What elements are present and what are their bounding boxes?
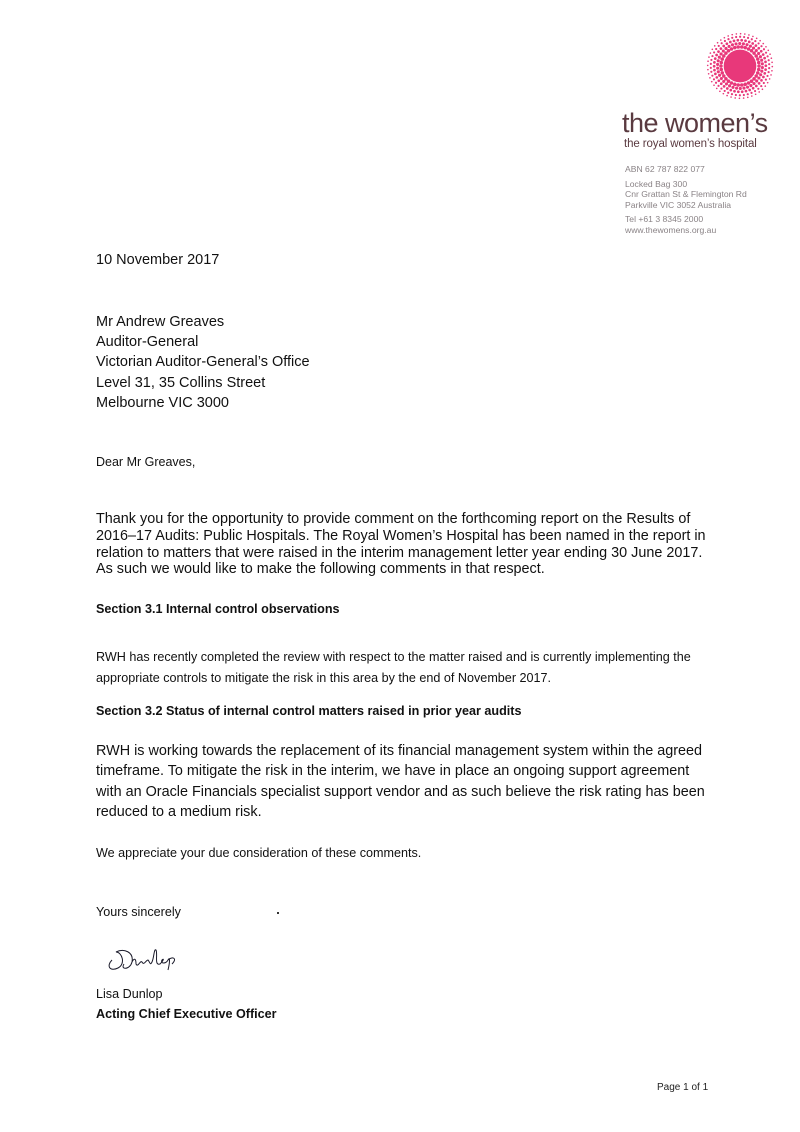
- sun-dot: [740, 45, 744, 49]
- sun-dot: [711, 55, 713, 57]
- abn: ABN 62 787 822 077: [625, 164, 705, 174]
- sun-dot: [746, 86, 749, 89]
- sun-dot: [754, 74, 758, 78]
- sun-dot: [761, 66, 764, 69]
- sun-dot: [768, 71, 770, 73]
- page-number: Page 1 of 1: [657, 1082, 709, 1093]
- sun-dot: [762, 53, 765, 56]
- sun-dot: [727, 49, 731, 53]
- sun-dot: [764, 68, 767, 71]
- sun-dot: [708, 73, 710, 75]
- sun-dot: [747, 97, 749, 99]
- appreciation-line: We appreciate your due consideration of these comments.: [96, 846, 422, 860]
- section-heading: Section 3.2 Status of internal control matters raised in prior year audits: [96, 704, 522, 718]
- sun-dot: [717, 70, 720, 73]
- section-body: RWH has recently completed the review with respect to the matter raised and is currently implementing the appropriate controls to mitigate the risk in this area by the end of November 2017.: [96, 650, 691, 685]
- sun-dot: [716, 88, 718, 90]
- sun-dot: [718, 74, 721, 77]
- sun-dot: [759, 40, 761, 42]
- sun-dot: [731, 43, 734, 46]
- sun-dot: [757, 64, 761, 68]
- sun-dot: [757, 61, 761, 65]
- sun-dot: [714, 57, 717, 60]
- sun-dot: [720, 82, 723, 85]
- sun-dot: [722, 80, 725, 83]
- recipient-office: Victorian Auditor-General’s Office: [96, 354, 310, 371]
- recipient-address: [96, 312, 310, 413]
- sun-dot: [755, 79, 758, 82]
- sun-dot: [713, 84, 715, 86]
- sun-dot: [762, 43, 764, 45]
- sun-dot: [751, 42, 754, 45]
- sun-dot: [718, 56, 721, 59]
- sun-dot: [717, 85, 719, 87]
- sun-dot: [728, 84, 731, 87]
- sun-dot: [760, 79, 763, 82]
- sun-dot: [715, 76, 718, 79]
- sun-dot: [740, 83, 744, 87]
- sun-dot: [712, 49, 714, 51]
- sun-dot: [720, 39, 722, 41]
- sun-dot: [726, 42, 729, 45]
- sun-dot: [752, 51, 756, 55]
- sun-dot: [733, 90, 736, 93]
- sun-dot: [734, 97, 736, 99]
- sun-dot: [710, 59, 712, 61]
- signer-name: Lisa Dunlop: [96, 987, 163, 1001]
- sun-dot: [707, 69, 709, 71]
- sun-dot: [743, 97, 745, 99]
- sun-dot: [716, 63, 719, 66]
- sun-dot: [751, 38, 753, 40]
- sun-dot: [722, 49, 725, 52]
- sun-dot: [769, 78, 771, 80]
- sun-dot: [726, 95, 728, 97]
- sun-dot: [769, 53, 771, 55]
- sun-dot: [710, 63, 712, 65]
- sun-dot: [714, 72, 717, 75]
- sun-dot: [713, 78, 715, 80]
- sun-dot: [739, 94, 741, 96]
- telephone: Tel +61 3 8345 2000: [625, 214, 704, 224]
- sun-dot: [744, 39, 747, 42]
- sun-dot: [771, 66, 773, 68]
- website: www.thewomens.org.au: [625, 224, 717, 235]
- sun-dot: [717, 59, 720, 62]
- sun-core: [724, 50, 757, 83]
- sun-dot: [710, 67, 712, 69]
- sun-dot: [720, 87, 722, 89]
- sun-dot: [761, 62, 764, 65]
- sun-dot: [717, 42, 719, 44]
- sun-dot: [760, 70, 763, 73]
- sun-dot: [724, 77, 728, 81]
- sun-dot: [725, 82, 728, 85]
- sun-dot: [763, 82, 765, 84]
- sun-dot: [731, 34, 733, 36]
- sun-dot: [755, 44, 758, 47]
- sun-dot: [724, 37, 726, 39]
- sun-dot: [752, 87, 755, 90]
- sun-dot: [743, 36, 745, 38]
- sun-dot: [735, 87, 738, 90]
- sun-dot: [736, 39, 739, 42]
- recipient-title: Auditor-General: [96, 334, 199, 351]
- sun-dot: [754, 54, 758, 58]
- sun-dot: [726, 87, 729, 90]
- sun-dot: [756, 38, 758, 40]
- sun-dot: [711, 81, 713, 83]
- sun-dot: [754, 90, 756, 92]
- closing: Yours sincerely: [96, 905, 181, 919]
- sun-dot: [707, 60, 709, 62]
- sun-dot: [771, 57, 773, 59]
- sun-dot: [762, 88, 764, 90]
- stray-mark: [277, 912, 279, 914]
- sun-dot: [716, 67, 719, 70]
- sun-dot: [764, 85, 766, 87]
- sun-dot: [713, 65, 716, 68]
- sun-dot: [747, 47, 751, 51]
- sun-dot: [722, 74, 726, 78]
- sun-dot: [722, 45, 725, 48]
- sun-dot: [739, 97, 741, 99]
- sun-dot: [737, 90, 740, 93]
- sun-dot: [715, 48, 717, 50]
- sun-dot: [763, 72, 766, 75]
- sun-dot: [743, 83, 747, 87]
- sun-dot: [717, 79, 720, 82]
- sun-dot: [768, 67, 770, 69]
- sun-dot: [755, 93, 757, 95]
- sun-dot: [747, 37, 749, 39]
- sun-dot: [733, 40, 736, 43]
- letter-date: 10 November 2017: [96, 252, 220, 268]
- sun-dot: [765, 78, 767, 80]
- sun-dot: [730, 96, 732, 98]
- salutation: Dear Mr Greaves,: [96, 455, 196, 469]
- sun-dot: [742, 42, 745, 45]
- sun-dot: [724, 40, 726, 42]
- sun-dot: [733, 46, 737, 50]
- sun-dot: [729, 41, 732, 44]
- sun-dot: [767, 55, 769, 57]
- address-line: Parkville VIC 3052 Australia: [625, 199, 732, 210]
- signer-title: Acting Chief Executive Officer: [96, 1007, 277, 1021]
- sun-dot: [728, 45, 731, 48]
- address-line: Locked Bag 300: [625, 178, 688, 189]
- sun-dot: [720, 71, 724, 75]
- sun-dot: [711, 75, 713, 77]
- sun-dot: [720, 47, 723, 50]
- sun-dot: [735, 94, 737, 96]
- sun-dot: [760, 59, 763, 62]
- sun-dot: [757, 76, 760, 79]
- sun-dot: [714, 45, 716, 47]
- sun-dot: [757, 42, 759, 44]
- sun-dot: [748, 40, 751, 43]
- sun-dot: [739, 87, 742, 90]
- sun-dot: [710, 52, 712, 54]
- sun-dot: [720, 61, 724, 65]
- sun-dot: [770, 74, 772, 76]
- brand-name: the women’s: [622, 108, 768, 138]
- sun-dot: [765, 52, 767, 54]
- recipient-street: Level 31, 35 Collins Street: [96, 374, 266, 391]
- sun-dot: [738, 42, 741, 45]
- sun-dot: [767, 82, 769, 84]
- sun-dot: [763, 57, 766, 60]
- sun-dot: [748, 89, 751, 92]
- sunburst-logo-icon: [706, 32, 774, 100]
- sun-dot: [722, 54, 726, 58]
- sun-dot: [724, 90, 726, 92]
- sun-dot: [757, 68, 761, 72]
- contact-block: [625, 164, 747, 235]
- sun-dot: [744, 33, 746, 35]
- intro-paragraph: Thank you for the opportunity to provide comment on the forthcoming report on the Results of 2016–17 Audits: Public Hospitals. The Royal Women’s Hospital has been named in the report in relation to matters that were raised in the interim management letter year ending 30 June 2017. As such we would like to make the following comments in that respect.: [96, 511, 706, 578]
- sun-dot: [745, 90, 748, 93]
- sun-dot: [760, 85, 762, 87]
- sun-dot: [750, 79, 754, 83]
- sun-dot: [743, 46, 747, 50]
- sun-dot: [713, 51, 715, 53]
- sun-dot: [730, 47, 734, 51]
- sun-dot: [740, 39, 743, 42]
- sun-dot: [759, 73, 762, 76]
- recipient-name: Mr Andrew Greaves: [96, 314, 225, 330]
- sun-dot: [731, 37, 733, 39]
- sun-dot: [719, 64, 723, 68]
- sun-dot: [756, 71, 760, 75]
- sun-dot: [733, 83, 737, 87]
- sun-dot: [707, 65, 709, 67]
- sun-dot: [756, 57, 760, 61]
- address-line: Cnr Grattan St & Flemington Rd: [625, 189, 747, 199]
- sun-dot: [719, 90, 721, 92]
- sun-dot: [742, 87, 745, 90]
- sun-dot: [749, 84, 752, 87]
- sun-dot: [736, 83, 740, 87]
- sun-dot: [731, 93, 733, 95]
- sun-dot: [731, 86, 734, 89]
- sun-dot: [729, 89, 732, 92]
- sun-dot: [727, 38, 729, 40]
- sun-dot: [752, 36, 754, 38]
- sun-dot: [764, 61, 767, 64]
- sun-dot: [749, 45, 752, 48]
- sun-dot: [715, 82, 717, 84]
- sun-dot: [727, 35, 729, 37]
- sun-dot: [713, 69, 716, 72]
- sun-dot: [747, 81, 751, 85]
- sun-dot: [760, 45, 762, 47]
- sun-dot: [752, 82, 755, 85]
- sun-dot: [757, 88, 759, 90]
- sun-dot: [748, 34, 750, 36]
- sun-dot: [754, 40, 756, 42]
- sun-dot: [736, 45, 740, 49]
- sun-dot: [719, 52, 722, 55]
- sun-dot: [768, 59, 770, 61]
- sun-dot: [755, 49, 758, 52]
- sun-dot: [741, 90, 744, 93]
- sun-dot: [718, 45, 720, 47]
- brand-subtitle: the royal women’s hospital: [624, 138, 757, 150]
- sun-dot: [765, 46, 767, 48]
- sun-dot: [709, 77, 711, 79]
- section-body: RWH is working towards the replacement of its financial management system within the agreed timeframe. To mitigate the risk in the interim, we have in place an ongoing support agreement with an Oracle Financials specialist support vendor and as such believe the risk rating has been reduced to a medium risk.: [96, 743, 705, 820]
- sun-dot: [708, 56, 710, 58]
- sun-dot: [727, 92, 729, 94]
- sun-dot: [764, 64, 767, 67]
- sun-dot: [720, 57, 724, 61]
- sun-dot: [767, 50, 769, 52]
- sun-dot: [763, 48, 765, 50]
- sun-dot: [740, 33, 742, 35]
- sun-dot: [721, 42, 723, 44]
- section-heading: Section 3.1 Internal control observations: [96, 602, 340, 616]
- recipient-city: Melbourne VIC 3000: [96, 394, 229, 411]
- sun-dot: [724, 47, 727, 50]
- sun-dot: [713, 61, 716, 64]
- sun-dot: [720, 68, 724, 72]
- sun-dot: [735, 36, 737, 38]
- sun-dot: [717, 50, 720, 53]
- sun-dot: [757, 52, 760, 55]
- sun-dot: [739, 36, 741, 38]
- sun-dot: [760, 50, 763, 53]
- signature-image: [104, 938, 184, 978]
- sun-dot: [720, 77, 723, 80]
- sun-dot: [759, 55, 762, 58]
- sun-dot: [715, 54, 718, 57]
- sun-dot: [730, 81, 734, 85]
- sun-dot: [751, 95, 753, 97]
- sun-dot: [771, 70, 773, 72]
- sun-dot: [734, 42, 737, 45]
- sun-dot: [750, 92, 752, 94]
- sun-dot: [745, 43, 748, 46]
- sun-dot: [757, 47, 760, 50]
- sun-dot: [771, 62, 773, 64]
- sun-dot: [758, 82, 761, 85]
- sun-dot: [768, 63, 770, 65]
- sun-dot: [752, 47, 755, 50]
- sun-dot: [766, 75, 768, 77]
- sun-dot: [747, 93, 749, 95]
- sun-dot: [736, 33, 738, 35]
- sun-dot: [723, 85, 726, 88]
- sun-dot: [762, 76, 765, 79]
- sun-dot: [723, 93, 725, 95]
- sun-dot: [710, 71, 712, 73]
- sun-dot: [758, 91, 760, 93]
- sun-dot: [743, 94, 745, 96]
- sun-dot: [755, 85, 758, 88]
